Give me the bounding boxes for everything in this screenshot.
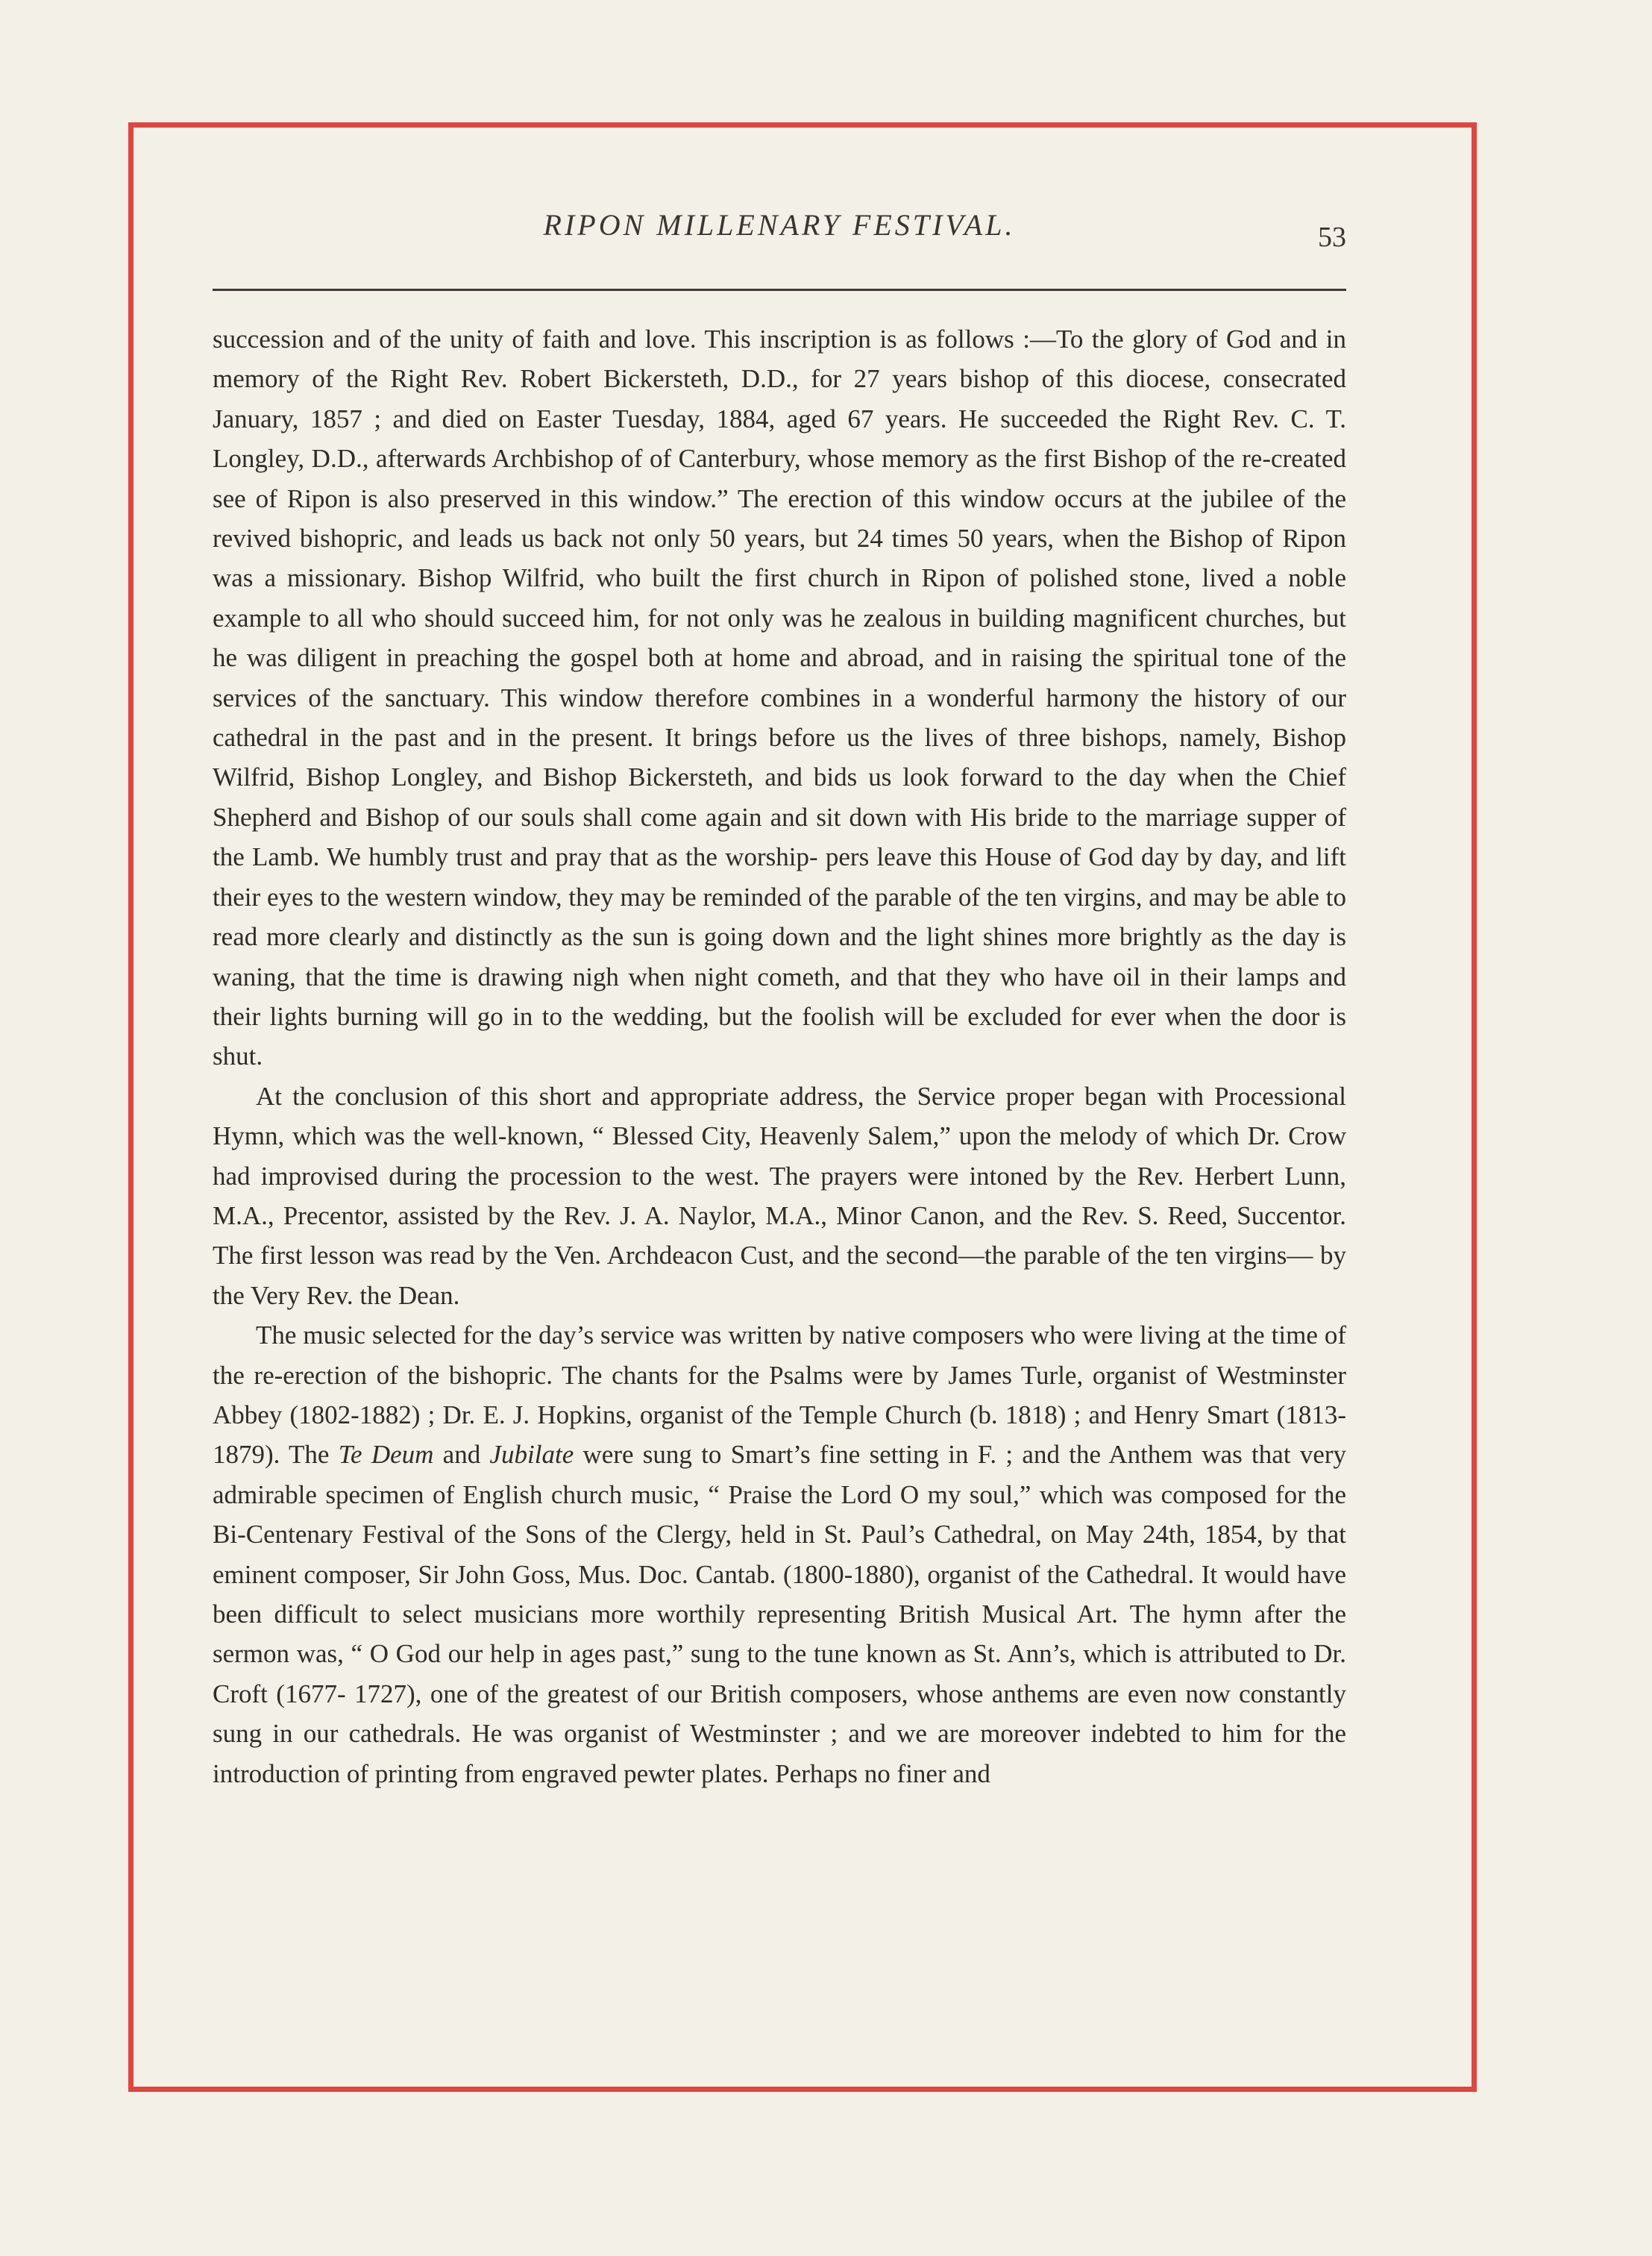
te-deum-title: Te Deum (338, 1440, 434, 1470)
paragraph-1: succession and of the unity of faith and love. This inscription is as follows :—To the glory of God and in memory of the Right Rev. Robert Bickersteth, D.D., for 27 years bishop of this diocese, consecrated January, 1857 ; and died on Easter Tuesday, 1884, aged 67 years. He succeeded the Right Rev. C. T. Longley, D.D., afterwards Archbishop of of Canterbury, whose memory as the first Bishop of the re-created see of Ripon is also preserved in this window.” The erection of this window occurs at the jubilee of the revived bishopric, and leads us back not only 50 years, but 24 times 50 years, when the Bishop of Ripon was a missionary. Bishop Wilfrid, who built the first church in Ripon of polished stone, lived a noble example to all who should succeed him, for not only was he zealous in building magnificent churches, but he was diligent in preaching the gospel both at home and abroad, and in raising the spiritual tone of the services of the sanctuary. This window therefore combines in a wonderful harmony the history of our cathedral in the past and in the present. It brings before us the lives of three bishops, namely, Bishop Wilfrid, Bishop Longley, and Bishop Bickersteth, and bids us look forward to the day when the Chief Shepherd and Bishop of our souls shall come again and sit down with His bride to the marriage supper of the Lamb. We humbly trust and pray that as the worship- pers leave this House of God day by day, and lift their eyes to the western window, they may be reminded of the parable of the ten virgins, and may be able to read more clearly and distinctly as the sun is going down and the light shines more brightly as the day is waning, that the time is drawing nigh when night cometh, and that they who have oil in their lamps and their lights burning will go in to the wedding, but the foolish will be excluded for ever when the door is shut. (213, 325, 1346, 1071)
header-rule (213, 289, 1346, 291)
body-text (213, 319, 1346, 1793)
paragraph-3-text-a: The music selected for the day’s service was written by native composers who were living at the time of the re-erection of the bishopric. The chants for the Psalms were by James Turle, organist of Westminster Abbey (1802-1882) ; Dr. E. J. Hopkins, organist of the Temple Church (b. 1818) ; and Henry Smart (1813-1879). The (213, 1320, 1346, 1470)
running-head (213, 207, 1346, 252)
jubilate-title: Jubilate (489, 1440, 574, 1470)
running-title: RIPON MILLENARY FESTIVAL. (543, 208, 1016, 242)
page-number: 53 (1318, 222, 1346, 253)
paragraph-3-text-b: were sung to Smart’s fine setting in F. ; and the Anthem was that very admirable specimen of English church music, “ Praise the Lord O my soul,” which was composed for the Bi-Centenary Festival of the Sons of the Clergy, held in St. Paul’s Cathedral, on May 24th, 1854, by that eminent composer, Sir John Goss, Mus. Doc. Cantab. (1800-1880), organist of the Cathedral. It would have been difficult to select musicians more worthily representing British Musical Art. The hymn after the sermon was, “ O God our help in ages past,” sung to the tune known as St. Ann’s, which is attributed to Dr. Croft (1677- 1727), one of the greatest of our British composers, whose anthems are even now constantly sung in our cathedrals. He was organist of Westminster ; and we are moreover indebted to him for the introduction of printing from engraved pewter plates. Perhaps no finer and (213, 1440, 1347, 1788)
paragraph-3 (213, 1315, 1346, 1793)
paragraph-3-and: and (433, 1440, 490, 1470)
paragraph-2: At the conclusion of this short and appropriate address, the Service proper began with Processional Hymn, which was the well-known, “ Blessed City, Heavenly Salem,” upon the melody of which Dr. Crow had improvised during the procession to the west. The prayers were intoned by the Rev. Herbert Lunn, M.A., Precentor, assisted by the Rev. J. A. Naylor, M.A., Minor Canon, and the Rev. S. Reed, Succentor. The first lesson was read by the Ven. Archdeacon Cust, and the second—the parable of the ten virgins— by the Very Rev. the Dean. (213, 1081, 1346, 1310)
